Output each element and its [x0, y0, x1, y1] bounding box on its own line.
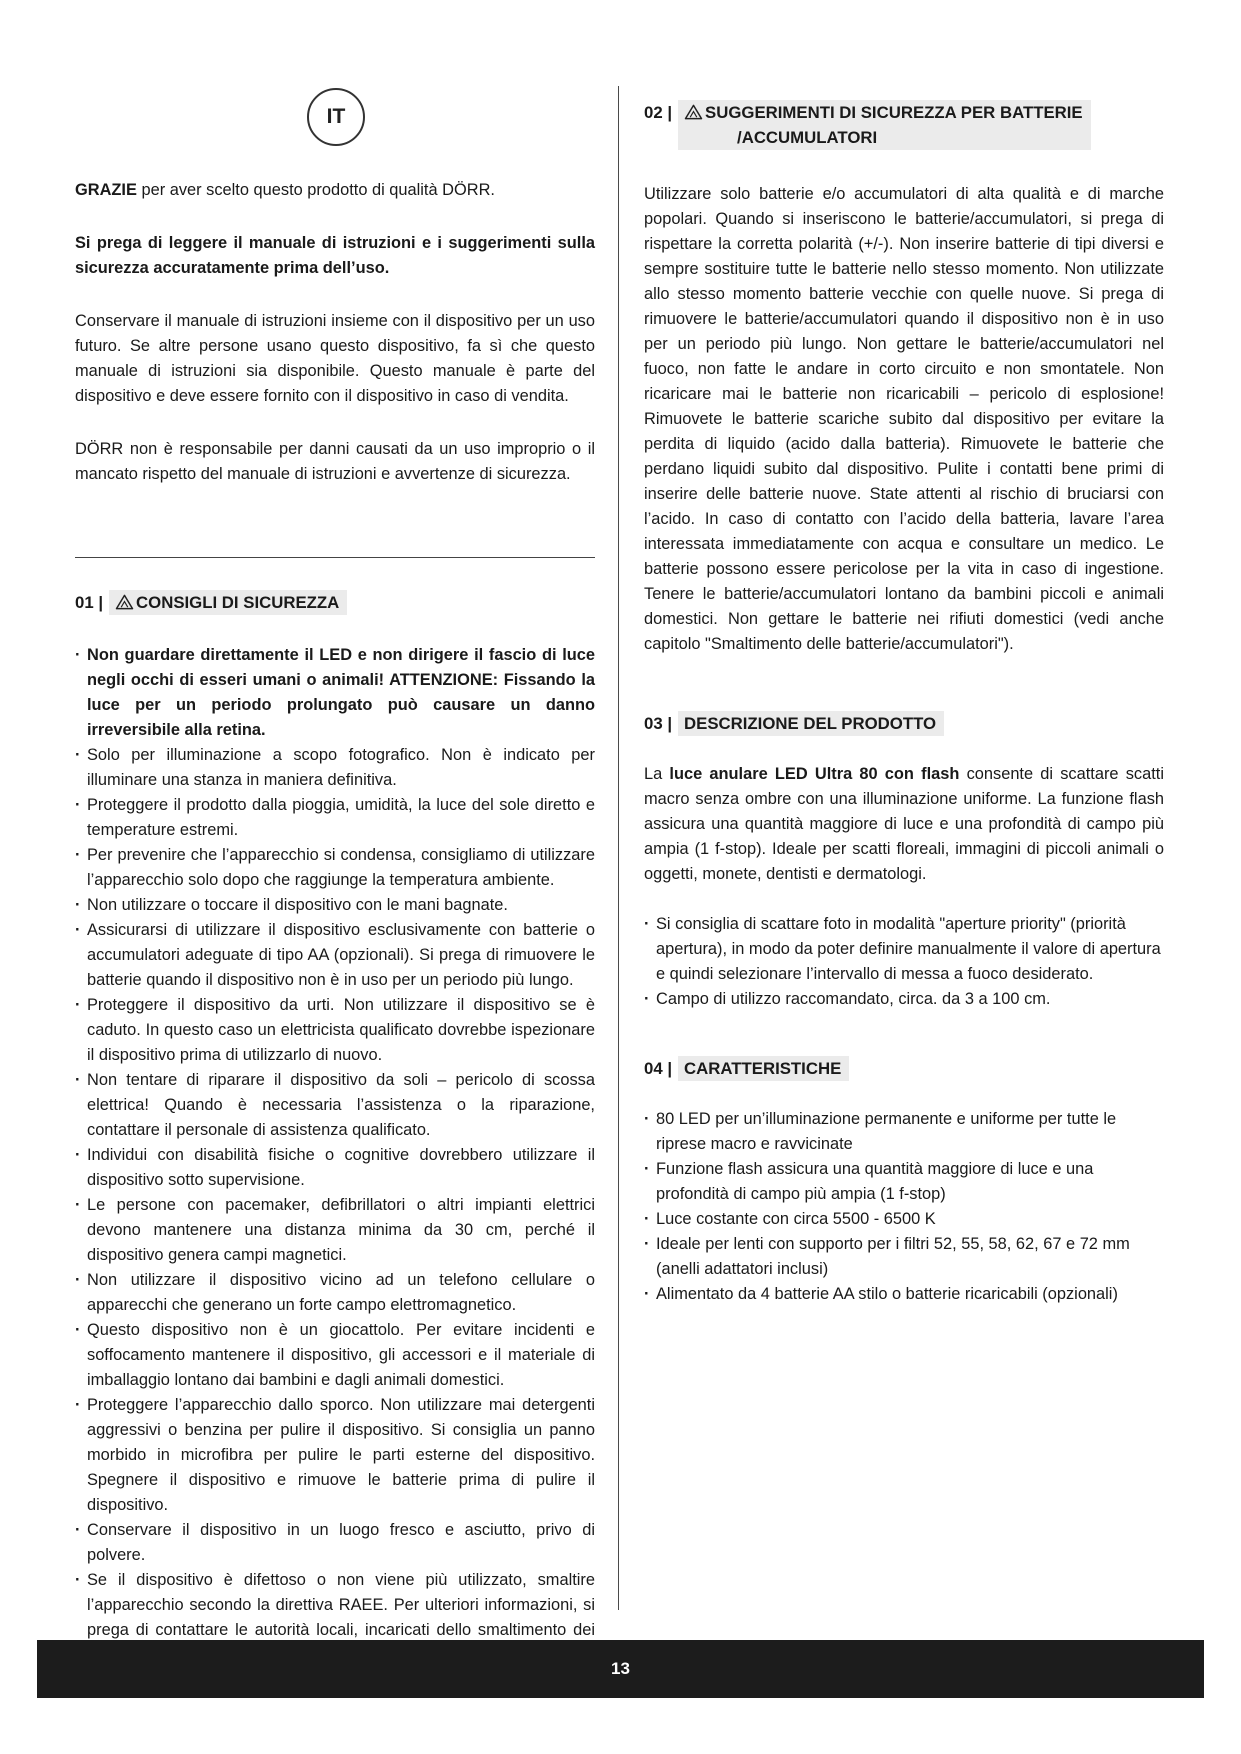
list-item: · Non utilizzare il dispositivo vicino ad un telefono cellulare o apparecchi che generano un forte campo elettromagnetico.: [75, 1268, 595, 1318]
section-03-heading: [644, 711, 1164, 736]
section-02-title-line1: SUGGERIMENTI DI SICUREZZA PER BATTERIE: [705, 103, 1083, 122]
list-item: · Conservare il dispositivo in un luogo fresco e asciutto, privo di polvere.: [75, 1518, 595, 1568]
section-01-heading: [75, 590, 595, 615]
section-03-title-box: [678, 711, 944, 736]
left-column: [75, 178, 595, 1668]
section-01-title-box: [109, 590, 347, 615]
list-item: · Funzione flash assicura una quantità maggiore di luce e una profondità di campo più ampia (1 f-stop): [644, 1157, 1164, 1207]
list-item: · Le persone con pacemaker, defibrillatori o altri impianti elettrici devono mantenere una distanza minima da 30 cm, perché il dispositivo genera campi magnetici.: [75, 1193, 595, 1268]
thanks-bold: GRAZIE: [75, 181, 137, 199]
battery-paragraph: Utilizzare solo batterie e/o accumulatori di alta qualità e di marche popolari. Quando si inseriscono le batterie/accumulatori, si prega di rispettare la corretta polarità (+/-). Non inserire batterie di tipi diversi e sempre sostituire tutte le batterie nello stesso momento. Non utilizzate allo stesso momento batterie vecchie con quelle nuove. Si prega di rimuovere le batterie/accumulatori quando il dispositivo non è in uso per un periodo più lungo. Non gettare le batterie/accumulatori nel fuoco, non fatte le andare in corto circuito e non smontatele. Non ricaricare mai le batterie non ricaricabili – pericolo di esplosione! Rimuovete le batterie scariche subito dal dispositivo per evitare la perdita di liquido (acido dalla batteria). Rimuovete le batterie che perdano liquidi subito dal dispositivo. Pulite i contatti bene primi di inserire delle batterie nuove. State attenti al rischio di bruciarsi con l’acido. In caso di contatto con l’acido della batteria, lavare l’area interessata immediatamente con acqua e consultare un medico. Le batterie possono essere pericolose per la vita in caso di ingestione. Tenere le batterie/accumulatori lontano da bambini piccoli e animali domestici. Non gettare le batterie nei rifiuti domestici (vedi anche capitolo "Smaltimento delle batterie/accumulatori").: [644, 185, 1164, 653]
section-04-title: CARATTERISTICHE: [684, 1059, 842, 1078]
list-item: · Proteggere il dispositivo da urti. Non utilizzare il dispositivo se è caduto. In questo caso un elettricista qualificato dovrebbe ispezionare il dispositivo prima di utilizzarlo di nuovo.: [75, 993, 595, 1068]
section-01-title: CONSIGLI DI SICUREZZA: [136, 593, 340, 612]
product-name: luce anulare LED Ultra 80 con flash: [669, 765, 960, 783]
section-03-title: DESCRIZIONE DEL PRODOTTO: [684, 714, 937, 733]
list-item: · Alimentato da 4 batterie AA stilo o batterie ricaricabili (opzionali): [644, 1282, 1164, 1307]
thanks-rest: per aver scelto questo prodotto di qualità DÖRR.: [136, 181, 495, 199]
language-badge: IT: [307, 88, 365, 146]
list-item: · Ideale per lenti con supporto per i filtri 52, 55, 58, 62, 67 e 72 mm (anelli adattatori inclusi): [644, 1232, 1164, 1282]
list-item: · Campo di utilizzo raccomandato, circa. da 3 a 100 cm.: [644, 987, 1164, 1012]
section-02-title: [705, 100, 1083, 150]
list-item: · Proteggere l’apparecchio dallo sporco. Non utilizzare mai detergenti aggressivi o benzina per pulire il dispositivo. Si consiglia un panno morbido in microfibra per pulire le parti esterne del dispositivo. Spegnere il dispositivo e rimuove le batterie prima di pulire il dispositivo.: [75, 1393, 595, 1518]
section-04-number: 04 |: [644, 1059, 673, 1078]
section-02-title-box: [678, 100, 1091, 150]
list-item: · 80 LED per un’illuminazione permanente e uniforme per tutte le riprese macro e ravvicinate: [644, 1107, 1164, 1157]
page-number: 13: [611, 1659, 630, 1678]
list-item: · Si consiglia di scattare foto in modalità "aperture priority" (priorità apertura), in modo da poter definire manualmente il valore di apertura e quindi selezionare l’intervallo di messa a fuoco desiderato.: [644, 912, 1164, 987]
section-rule: [75, 557, 595, 558]
list-item: · Per prevenire che l’apparecchio si condensa, consigliamo di utilizzare l’apparecchio solo dopo che raggiunge la temperatura ambiente.: [75, 843, 595, 893]
list-item: · Solo per illuminazione a scopo fotografico. Non è indicato per illuminare una stanza in maniera definitiva.: [75, 743, 595, 793]
section-03-number: 03 |: [644, 714, 673, 733]
read-notice: Si prega di leggere il manuale di istruzioni e i suggerimenti sulla sicurezza accuratamente prima dell’uso.: [75, 234, 595, 277]
safety-list: [75, 643, 595, 1668]
section-02-title-line2: /ACCUMULATORI: [737, 128, 878, 147]
product-desc-pre: La: [644, 765, 670, 783]
footer-bar: [37, 1640, 1204, 1698]
section-04-title-box: [678, 1056, 849, 1081]
right-column: [644, 100, 1164, 1307]
liability-paragraph: DÖRR non è responsabile per danni causati da un uso improprio o il mancato rispetto del manuale di istruzioni e avvertenze di sicurezza.: [75, 440, 595, 483]
features-list: [644, 1107, 1164, 1307]
keep-manual-paragraph: Conservare il manuale di istruzioni insieme con il dispositivo per un uso futuro. Se altre persone usano questo dispositivo, fa sì che questo manuale di istruzioni sia disponibile. Questo manuale è parte del dispositivo e deve essere fornito con il dispositivo in caso di vendita.: [75, 312, 595, 405]
list-item: · Non utilizzare o toccare il dispositivo con le mani bagnate.: [75, 893, 595, 918]
list-item: · Individui con disabilità fisiche o cognitive dovrebbero utilizzare il dispositivo sotto supervisione.: [75, 1143, 595, 1193]
section-02-heading: [644, 100, 1164, 150]
product-description: [644, 762, 1164, 887]
section-04-heading: [644, 1056, 1164, 1081]
usage-tips-list: [644, 912, 1164, 1012]
list-item: · Assicurarsi di utilizzare il dispositivo esclusivamente con batterie o accumulatori adeguate di tipo AA (opzionali). Si prega di rimuovere le batterie quando il dispositivo non è in uso per un periodo più lungo.: [75, 918, 595, 993]
warning-icon: [684, 104, 703, 120]
thanks-paragraph: [75, 178, 595, 203]
column-divider: [618, 86, 619, 1610]
warning-icon: [115, 594, 134, 610]
section-01-number: 01 |: [75, 593, 104, 612]
product-desc-post: consente di scattare scatti macro senza ombre con una illuminazione uniforme. La funzione flash assicura una quantità maggiore di luce e una profondità di campo più ampia (1 f-stop). Ideale per scatti floreali, immagini di piccoli animali o oggetti, monete, dentisti e dermatologi.: [644, 765, 1164, 883]
list-item: · Proteggere il prodotto dalla pioggia, umidità, la luce del sole diretto e temperature estremi.: [75, 793, 595, 843]
list-item: · Non guardare direttamente il LED e non dirigere il fascio di luce negli occhi di esseri umani o animali! ATTENZIONE: Fissando la luce per un periodo prolungato può causare un danno irreversibile alla retina.: [75, 643, 595, 743]
list-item: · Luce costante con circa 5500 - 6500 K: [644, 1207, 1164, 1232]
section-02-number: 02 |: [644, 103, 673, 122]
list-item: · Questo dispositivo non è un giocattolo. Per evitare incidenti e soffocamento mantenere il dispositivo, gli accessori e il materiale di imballaggio lontano dai bambini e dagli animali domestici.: [75, 1318, 595, 1393]
list-item: · Non tentare di riparare il dispositivo da soli – pericolo di scossa elettrica! Quando è necessaria l’assistenza o la riparazione, contattare il personale di assistenza qualificato.: [75, 1068, 595, 1143]
list-item: · Se il dispositivo è difettoso o non viene più utilizzato, smaltire l’apparecchio secondo la direttiva RAEE. Per ulteriori informazioni, si prega di contattare le autorità locali, incaricati dello smaltimento dei: [75, 1568, 595, 1668]
